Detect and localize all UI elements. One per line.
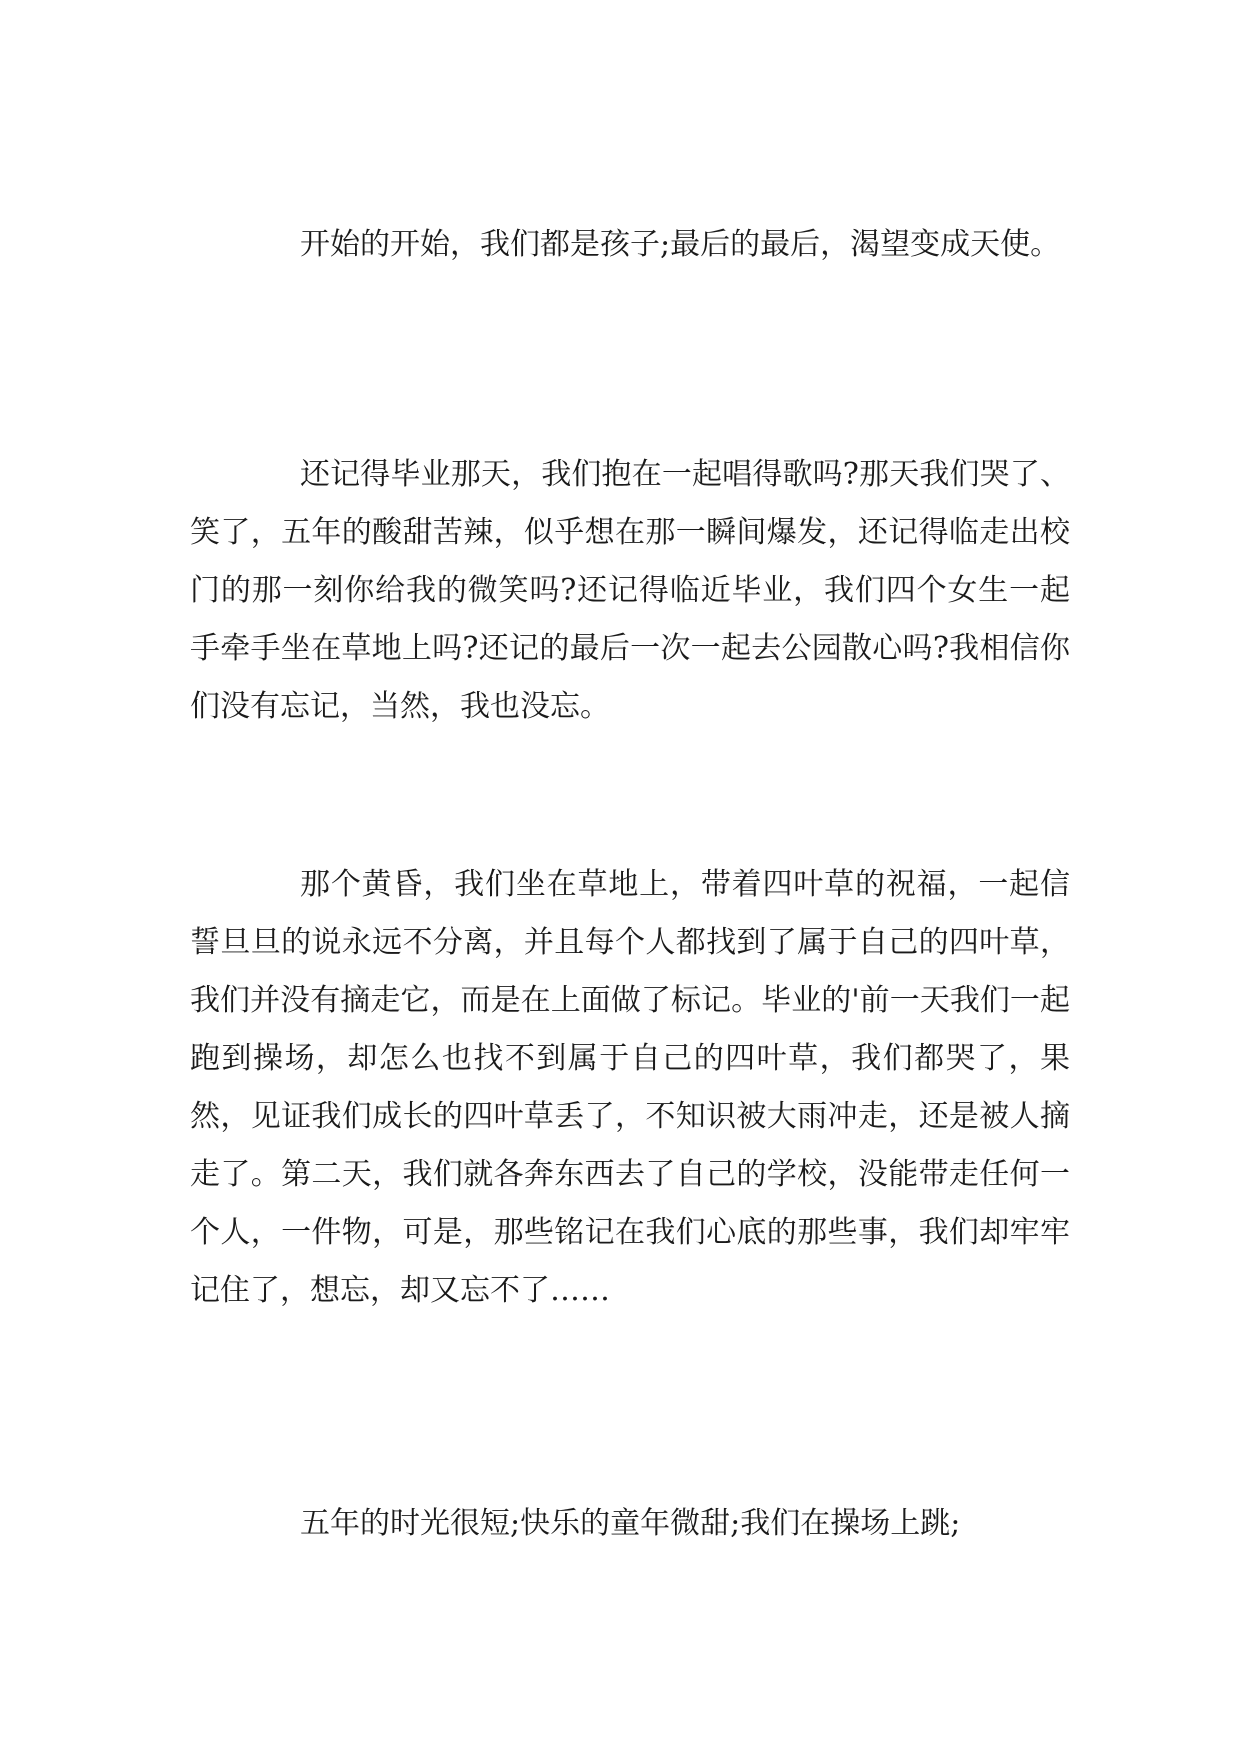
paragraph-five-years: 五年的时光很短;快乐的童年微甜;我们在操场上跳; (300, 1506, 961, 1541)
paragraph-graduation-memories: 还记得毕业那天，我们抱在一起唱得歌吗?那天我们哭了、笑了，五年的酸甜苦辣，似乎想在那一瞬间爆发，还记得临走出校门的那一刻你给我的微笑吗?还记得临近毕业，我们四个女生一起手牵手坐在草地上吗?还记的最后一次一起去公园散心吗?我相信你们没有忘记，当然，我也没忘。 (190, 457, 1070, 724)
paragraph-four-leaf-clover: 那个黄昏，我们坐在草地上，带着四叶草的祝福，一起信誓旦旦的说永远不分离，并且每个人都找到了属于自己的四叶草，我们并没有摘走它，而是在上面做了标记。毕业的'前一天我们一起跑到操场，却怎么也找不到属于自己的四叶草，我们都哭了，果然，见证我们成长的四叶草丢了，不知识被大雨冲走，还是被人摘走了。第二天，我们就各奔东西去了自己的学校，没能带走任何一个人，一件物，可是，那些铭记在我们心底的那些事，我们却牢牢记住了，想忘，却又忘不了…… (190, 867, 1070, 1308)
paragraph-opening: 开始的开始，我们都是孩子;最后的最后，渴望变成天使。 (300, 227, 1061, 262)
